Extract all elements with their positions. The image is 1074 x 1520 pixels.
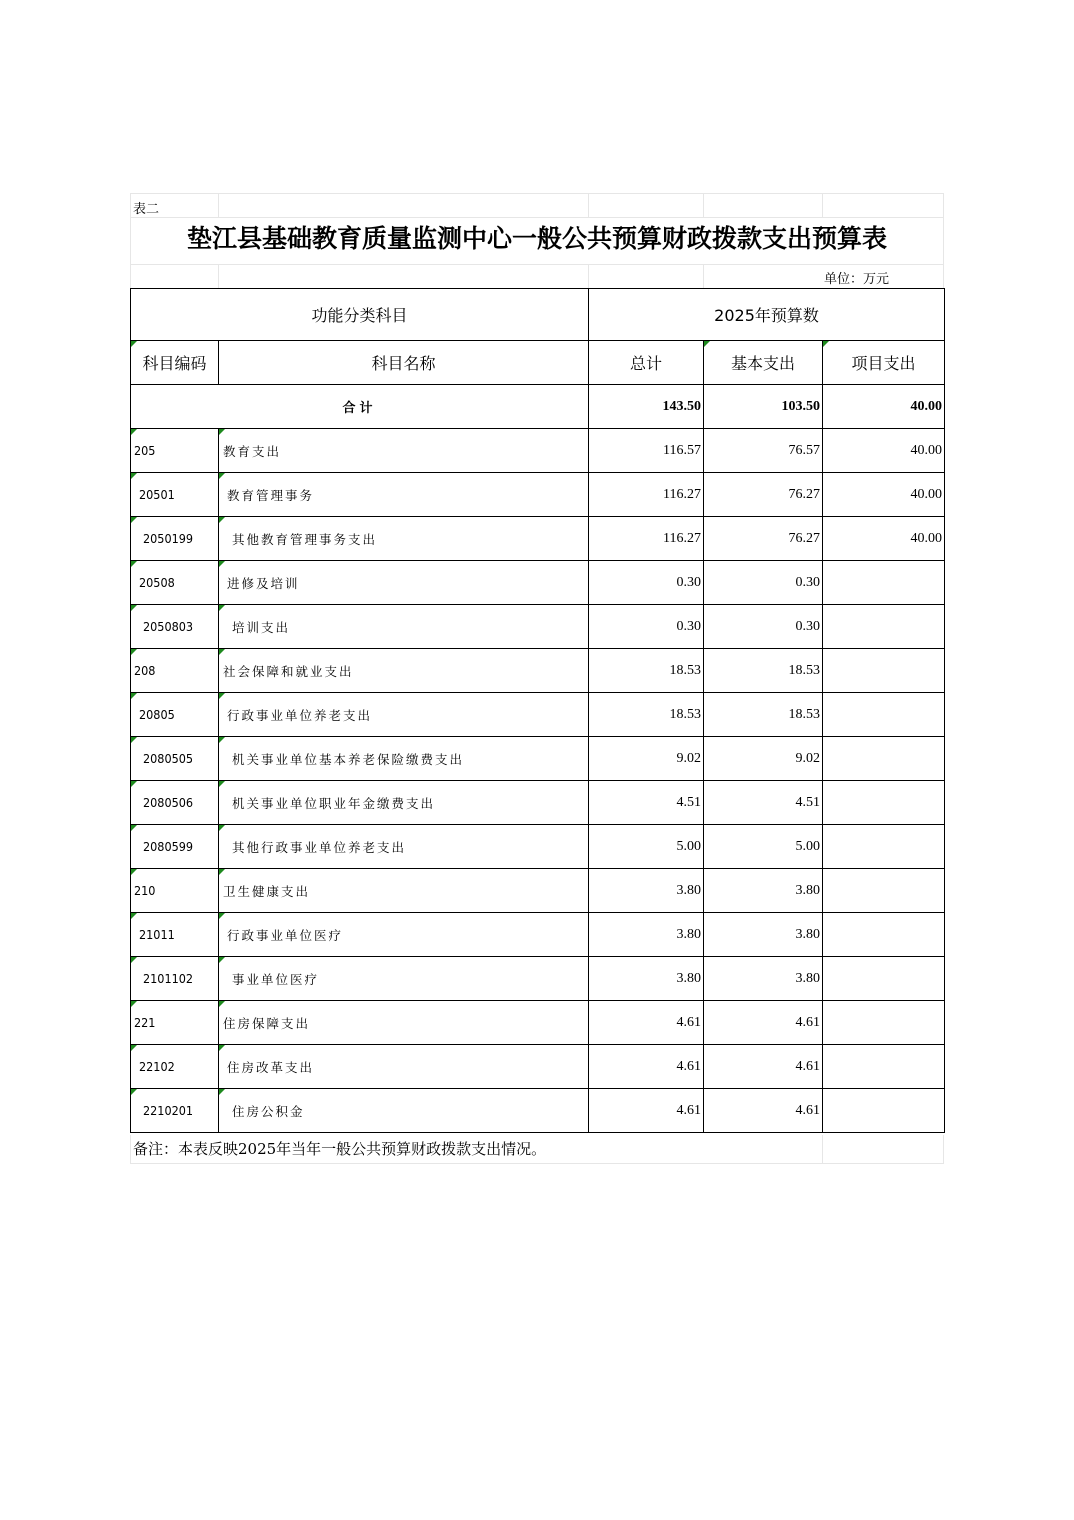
header-row-group (131, 289, 945, 341)
row-basic: 0.30 (704, 561, 823, 605)
row-code: 210 (131, 869, 219, 913)
row-project: 40.00 (823, 517, 945, 561)
row-code: 2101102 (131, 957, 219, 1001)
row-total: 3.80 (589, 869, 704, 913)
row-basic: 18.53 (704, 693, 823, 737)
table-row (131, 825, 945, 869)
row-project (823, 693, 945, 737)
row-project (823, 869, 945, 913)
row-name: 培训支出 (219, 605, 589, 649)
table-row (131, 649, 945, 693)
grid-line (943, 1135, 944, 1163)
grid-line (130, 1135, 131, 1163)
row-project (823, 649, 945, 693)
row-name: 其他行政事业单位养老支出 (219, 825, 589, 869)
table-row (131, 561, 945, 605)
row-name: 机关事业单位职业年金缴费支出 (219, 781, 589, 825)
row-basic: 3.80 (704, 957, 823, 1001)
table-row (131, 869, 945, 913)
grid-line (218, 264, 219, 288)
row-project (823, 957, 945, 1001)
row-name: 住房保障支出 (219, 1001, 589, 1045)
row-basic: 3.80 (704, 869, 823, 913)
row-code: 2050803 (131, 605, 219, 649)
row-code: 221 (131, 1001, 219, 1045)
grid-line (703, 264, 704, 288)
table-row (131, 1045, 945, 1089)
grid-line (822, 1135, 823, 1163)
row-project (823, 1089, 945, 1133)
row-code: 2210201 (131, 1089, 219, 1133)
table-row (131, 473, 945, 517)
row-total: 0.30 (589, 605, 704, 649)
row-code: 208 (131, 649, 219, 693)
row-total: 9.02 (589, 737, 704, 781)
row-name: 事业单位医疗 (219, 957, 589, 1001)
grid-line (130, 217, 944, 218)
footnote: 备注：本表反映2025年当年一般公共预算财政拨款支出情况。 (133, 1140, 547, 1158)
table-row (131, 1089, 945, 1133)
row-code: 205 (131, 429, 219, 473)
row-basic: 4.51 (704, 781, 823, 825)
table-row (131, 605, 945, 649)
total-basic: 103.50 (704, 385, 823, 429)
row-code: 2080506 (131, 781, 219, 825)
row-code: 2080599 (131, 825, 219, 869)
row-project (823, 1001, 945, 1045)
row-basic: 3.80 (704, 913, 823, 957)
row-name: 社会保障和就业支出 (219, 649, 589, 693)
row-code: 20508 (131, 561, 219, 605)
row-name: 行政事业单位医疗 (219, 913, 589, 957)
total-row (131, 385, 945, 429)
table-row (131, 957, 945, 1001)
row-total: 4.51 (589, 781, 704, 825)
table-row (131, 693, 945, 737)
row-basic: 76.27 (704, 473, 823, 517)
row-total: 3.80 (589, 957, 704, 1001)
row-total: 4.61 (589, 1001, 704, 1045)
row-basic: 76.27 (704, 517, 823, 561)
row-code: 21011 (131, 913, 219, 957)
table-row (131, 517, 945, 561)
header-row-columns (131, 341, 945, 385)
grid-line (588, 264, 589, 288)
row-name: 进修及培训 (219, 561, 589, 605)
row-project: 40.00 (823, 429, 945, 473)
row-basic: 9.02 (704, 737, 823, 781)
row-total: 5.00 (589, 825, 704, 869)
row-total: 4.61 (589, 1045, 704, 1089)
unit-label: 单位：万元 (824, 272, 890, 287)
grid-line (703, 193, 704, 217)
row-basic: 18.53 (704, 649, 823, 693)
row-name: 住房改革支出 (219, 1045, 589, 1089)
grid-line (130, 1163, 944, 1164)
table-row (131, 913, 945, 957)
row-code: 2050199 (131, 517, 219, 561)
row-basic: 76.57 (704, 429, 823, 473)
row-project: 40.00 (823, 473, 945, 517)
header-budget-year: 2025年预算数 (589, 289, 945, 341)
row-project (823, 561, 945, 605)
row-name: 教育支出 (219, 429, 589, 473)
total-sum: 143.50 (589, 385, 704, 429)
row-code: 20501 (131, 473, 219, 517)
row-code: 20805 (131, 693, 219, 737)
row-basic: 4.61 (704, 1089, 823, 1133)
total-label: 合计 (131, 385, 589, 429)
budget-table (130, 288, 945, 1133)
header-name: 科目名称 (219, 341, 589, 385)
row-total: 4.61 (589, 1089, 704, 1133)
header-function-class: 功能分类科目 (131, 289, 589, 341)
row-total: 116.27 (589, 517, 704, 561)
header-total: 总计 (589, 341, 704, 385)
row-project (823, 913, 945, 957)
row-project (823, 825, 945, 869)
grid-line (822, 193, 823, 217)
header-basic: 基本支出 (704, 341, 823, 385)
row-name: 教育管理事务 (219, 473, 589, 517)
header-project: 项目支出 (823, 341, 945, 385)
row-name: 卫生健康支出 (219, 869, 589, 913)
row-total: 0.30 (589, 561, 704, 605)
row-basic: 4.61 (704, 1045, 823, 1089)
row-code: 2080505 (131, 737, 219, 781)
row-project (823, 1045, 945, 1089)
row-name: 行政事业单位养老支出 (219, 693, 589, 737)
table-row (131, 737, 945, 781)
table-row (131, 781, 945, 825)
row-basic: 4.61 (704, 1001, 823, 1045)
table-row (131, 1001, 945, 1045)
row-project (823, 605, 945, 649)
row-total: 18.53 (589, 693, 704, 737)
row-name: 机关事业单位基本养老保险缴费支出 (219, 737, 589, 781)
row-code: 22102 (131, 1045, 219, 1089)
row-total: 3.80 (589, 913, 704, 957)
row-name: 其他教育管理事务支出 (219, 517, 589, 561)
row-project (823, 737, 945, 781)
row-total: 116.57 (589, 429, 704, 473)
table-row (131, 429, 945, 473)
row-basic: 0.30 (704, 605, 823, 649)
total-project: 40.00 (823, 385, 945, 429)
row-total: 18.53 (589, 649, 704, 693)
row-name: 住房公积金 (219, 1089, 589, 1133)
row-basic: 5.00 (704, 825, 823, 869)
header-code: 科目编码 (131, 341, 219, 385)
row-project (823, 781, 945, 825)
grid-line (130, 264, 944, 265)
grid-line (588, 193, 589, 217)
page-title: 垫江县基础教育质量监测中心一般公共预算财政拨款支出预算表 (186, 224, 887, 253)
row-total: 116.27 (589, 473, 704, 517)
grid-line (218, 193, 219, 217)
table-number: 表二 (133, 202, 160, 217)
